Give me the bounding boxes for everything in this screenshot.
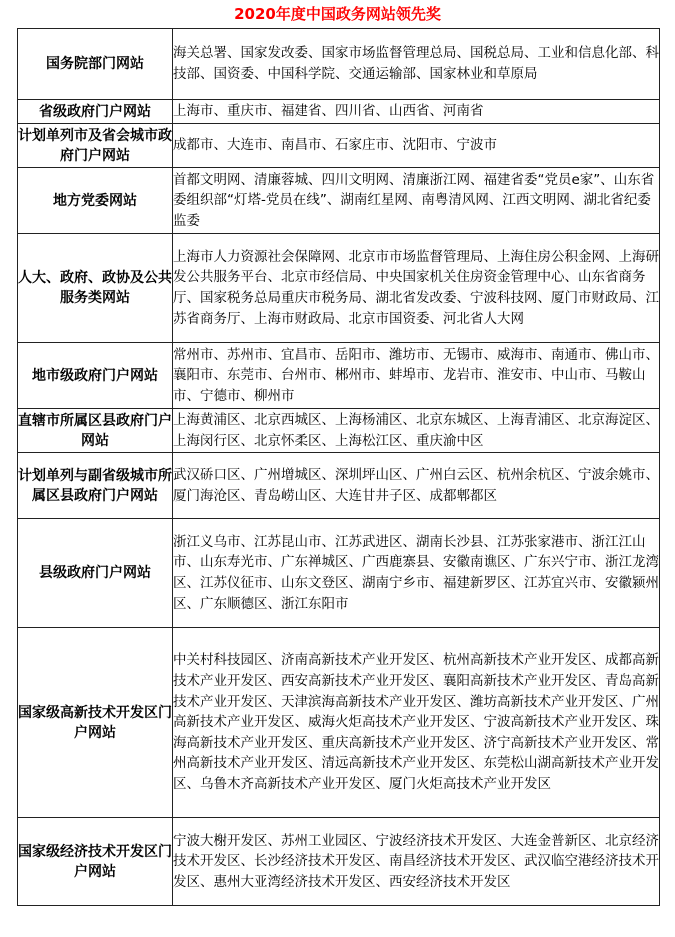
category-cell: 地方党委网站 [18, 168, 173, 234]
websites-cell: 海关总署、国家发改委、国家市场监督管理总局、国税总局、工业和信息化部、科技部、国资委、中国科学院、交通运输部、国家林业和草原局 [173, 29, 660, 100]
websites-cell: 武汉硚口区、广州增城区、深圳坪山区、广州白云区、杭州余杭区、宁波余姚市、厦门海沧区、青岛崂山区、大连甘井子区、成都郫都区 [173, 453, 660, 519]
category-cell: 直辖市所属区县政府门户网站 [18, 409, 173, 453]
category-cell: 地市级政府门户网站 [18, 343, 173, 409]
websites-cell: 首都文明网、清廉蓉城、四川文明网、清廉浙江网、福建省委“党员e家”、山东省委组织部“灯塔-党员在线”、湖南红星网、南粤清风网、江西文明网、湖北省纪委监委 [173, 168, 660, 234]
category-cell: 国务院部门网站 [18, 29, 173, 100]
table-row [18, 29, 660, 100]
table-row [18, 818, 660, 906]
category-cell: 计划单列与副省级城市所属区县政府门户网站 [18, 453, 173, 519]
websites-cell: 上海市人力资源社会保障网、北京市市场监督管理局、上海住房公积金网、上海研发公共服务平台、北京市经信局、中央国家机关住房资金管理中心、山东省商务厅、国家税务总局重庆市税务局、湖北省发改委、宁波科技网、厦门市财政局、江苏省商务厅、上海市财政局、北京市国资委、河北省人大网 [173, 234, 660, 343]
awards-table [17, 28, 660, 906]
page-title: 2020年度中国政务网站领先奖 [234, 5, 441, 23]
websites-cell: 宁波大榭开发区、苏州工业园区、宁波经济技术开发区、大连金普新区、北京经济技术开发区、长沙经济技术开发区、南昌经济技术开发区、武汉临空港经济技术开发区、惠州大亚湾经济技术开发区、西安经济技术开发区 [173, 818, 660, 906]
category-cell: 计划单列市及省会城市政府门户网站 [18, 124, 173, 168]
table-row [18, 519, 660, 628]
table-row [18, 628, 660, 818]
table-row [18, 100, 660, 124]
table-row [18, 409, 660, 453]
websites-cell: 上海黄浦区、北京西城区、上海杨浦区、北京东城区、上海青浦区、北京海淀区、上海闵行区、北京怀柔区、上海松江区、重庆渝中区 [173, 409, 660, 453]
websites-cell: 中关村科技园区、济南高新技术产业开发区、杭州高新技术产业开发区、成都高新技术产业开发区、西安高新技术产业开发区、襄阳高新技术产业开发区、青岛高新技术产业开发区、天津滨海高新技术产业开发区、潍坊高新技术产业开发区、广州高新技术产业开发区、威海火炬高技术产业开发区、宁波高新技术产业开发区、珠海高新技术产业开发区、重庆高新技术产业开发区、济宁高新技术产业开发区、常州高新技术产业开发区、清远高新技术产业开发区、东莞松山湖高新技术产业开发区、乌鲁木齐高新技术产业开发区、厦门火炬高技术产业开发区 [173, 628, 660, 818]
category-cell: 人大、政府、政协及公共服务类网站 [18, 234, 173, 343]
table-row [18, 168, 660, 234]
websites-cell: 成都市、大连市、南昌市、石家庄市、沈阳市、宁波市 [173, 124, 660, 168]
category-cell: 国家级高新技术开发区门户网站 [18, 628, 173, 818]
category-cell: 国家级经济技术开发区门户网站 [18, 818, 173, 906]
table-row [18, 453, 660, 519]
websites-cell: 常州市、苏州市、宜昌市、岳阳市、潍坊市、无锡市、威海市、南通市、佛山市、襄阳市、东莞市、台州市、郴州市、蚌埠市、龙岩市、淮安市、中山市、马鞍山市、宁德市、柳州市 [173, 343, 660, 409]
category-cell: 县级政府门户网站 [18, 519, 173, 628]
websites-cell: 上海市、重庆市、福建省、四川省、山西省、河南省 [173, 100, 660, 124]
category-cell: 省级政府门户网站 [18, 100, 173, 124]
websites-cell: 浙江义乌市、江苏昆山市、江苏武进区、湖南长沙县、江苏张家港市、浙江江山市、山东寿光市、广东禅城区、广西鹿寨县、安徽南谯区、广东兴宁市、浙江龙湾区、江苏仪征市、山东文登区、湖南宁乡市、福建新罗区、江苏宜兴市、安徽颍州区、广东顺德区、浙江东阳市 [173, 519, 660, 628]
table-row [18, 124, 660, 168]
table-row [18, 234, 660, 343]
table-row [18, 343, 660, 409]
